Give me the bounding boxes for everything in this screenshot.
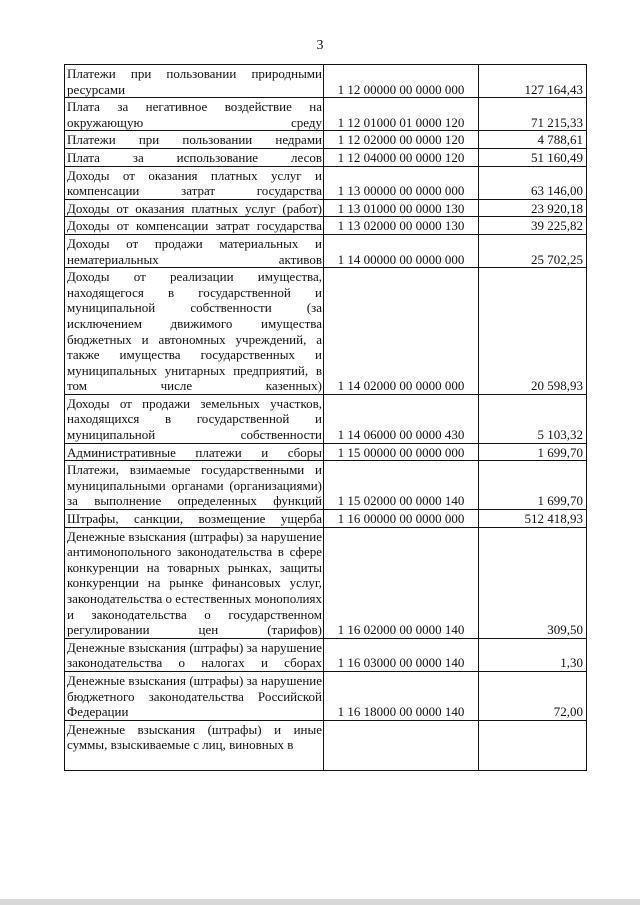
row-amount (479, 720, 587, 770)
row-name: Плата за использование лесов (65, 148, 324, 166)
row-name: Доходы от реализации имущества, находящегося в государственной и муниципальной собственности (за исключением движимого имущества бюджетных и автономных учреждений, а также имущества государственных и муниципальных унитарных предприятий, в том числе казенных) (65, 268, 324, 395)
row-name: Платежи при пользовании недрами (65, 131, 324, 149)
row-name: Денежные взыскания (штрафы) за нарушение законодательства о налогах и сборах (65, 638, 324, 671)
row-name: Платежи, взимаемые государственными и муниципальными органами (организациями) за выполнение определенных функций (65, 461, 324, 510)
table-row (65, 199, 587, 217)
table-row (65, 443, 587, 461)
row-code: 1 16 03000 00 0000 140 (324, 638, 479, 671)
row-amount: 63 146,00 (479, 166, 587, 199)
revenue-table (64, 64, 587, 771)
table-row (65, 461, 587, 510)
row-name: Платежи при пользовании природными ресурсами (65, 65, 324, 98)
table-row (65, 98, 587, 131)
row-code: 1 12 01000 01 0000 120 (324, 98, 479, 131)
table-row (65, 527, 587, 638)
table-row (65, 148, 587, 166)
row-name: Доходы от оказания платных услуг (работ) (65, 199, 324, 217)
row-name: Доходы от продажи земельных участков, находящихся в государственной и муниципальной собственности (65, 394, 324, 443)
row-amount: 39 225,82 (479, 217, 587, 235)
row-code: 1 14 00000 00 0000 000 (324, 234, 479, 267)
row-code: 1 16 00000 00 0000 000 (324, 510, 479, 528)
table-row (65, 234, 587, 267)
row-code: 1 15 00000 00 0000 000 (324, 443, 479, 461)
row-amount: 23 920,18 (479, 199, 587, 217)
row-code: 1 16 02000 00 0000 140 (324, 527, 479, 638)
row-code: 1 14 06000 00 0000 430 (324, 394, 479, 443)
table-row (65, 510, 587, 528)
row-amount: 127 164,43 (479, 65, 587, 98)
row-code: 1 14 02000 00 0000 000 (324, 268, 479, 395)
row-name: Доходы от компенсации затрат государства (65, 217, 324, 235)
table-row (65, 394, 587, 443)
row-name: Денежные взыскания (штрафы) и иные суммы, взыскиваемые с лиц, виновных в (65, 720, 324, 770)
row-name: Плата за негативное воздействие на окружающую среду (65, 98, 324, 131)
table-row (65, 131, 587, 149)
row-amount: 1 699,70 (479, 461, 587, 510)
table-row (65, 166, 587, 199)
row-name: Штрафы, санкции, возмещение ущерба (65, 510, 324, 528)
scan-bottom-edge (0, 899, 640, 905)
row-amount: 25 702,25 (479, 234, 587, 267)
table-row (65, 671, 587, 720)
row-code: 1 13 01000 00 0000 130 (324, 199, 479, 217)
table-row (65, 65, 587, 98)
table-row (65, 720, 587, 770)
row-amount: 20 598,93 (479, 268, 587, 395)
row-code: 1 16 18000 00 0000 140 (324, 671, 479, 720)
row-code: 1 13 00000 00 0000 000 (324, 166, 479, 199)
row-code: 1 13 02000 00 0000 130 (324, 217, 479, 235)
row-amount: 1,30 (479, 638, 587, 671)
row-name: Административные платежи и сборы (65, 443, 324, 461)
row-code: 1 12 04000 00 0000 120 (324, 148, 479, 166)
row-name: Доходы от оказания платных услуг и компенсации затрат государства (65, 166, 324, 199)
page-number: 3 (316, 38, 324, 53)
table-row (65, 268, 587, 395)
row-name: Денежные взыскания (штрафы) за нарушение антимонопольного законодательства в сфере конкуренции на товарных рынках, защиты конкуренции на рынке финансовых услуг, законодательства о естественных монополиях и законодательства о государственном регулировании цен (тарифов) (65, 527, 324, 638)
row-amount: 309,50 (479, 527, 587, 638)
row-amount: 4 788,61 (479, 131, 587, 149)
row-amount: 512 418,93 (479, 510, 587, 528)
row-name: Денежные взыскания (штрафы) за нарушение бюджетного законодательства Российской Федерации (65, 671, 324, 720)
row-code: 1 15 02000 00 0000 140 (324, 461, 479, 510)
row-code: 1 12 02000 00 0000 120 (324, 131, 479, 149)
row-amount: 5 103,32 (479, 394, 587, 443)
row-code: 1 12 00000 00 0000 000 (324, 65, 479, 98)
row-amount: 71 215,33 (479, 98, 587, 131)
table-row (65, 217, 587, 235)
row-amount: 51 160,49 (479, 148, 587, 166)
row-code (324, 720, 479, 770)
row-name: Доходы от продажи материальных и нематериальных активов (65, 234, 324, 267)
row-amount: 1 699,70 (479, 443, 587, 461)
row-amount: 72,00 (479, 671, 587, 720)
table-row (65, 638, 587, 671)
